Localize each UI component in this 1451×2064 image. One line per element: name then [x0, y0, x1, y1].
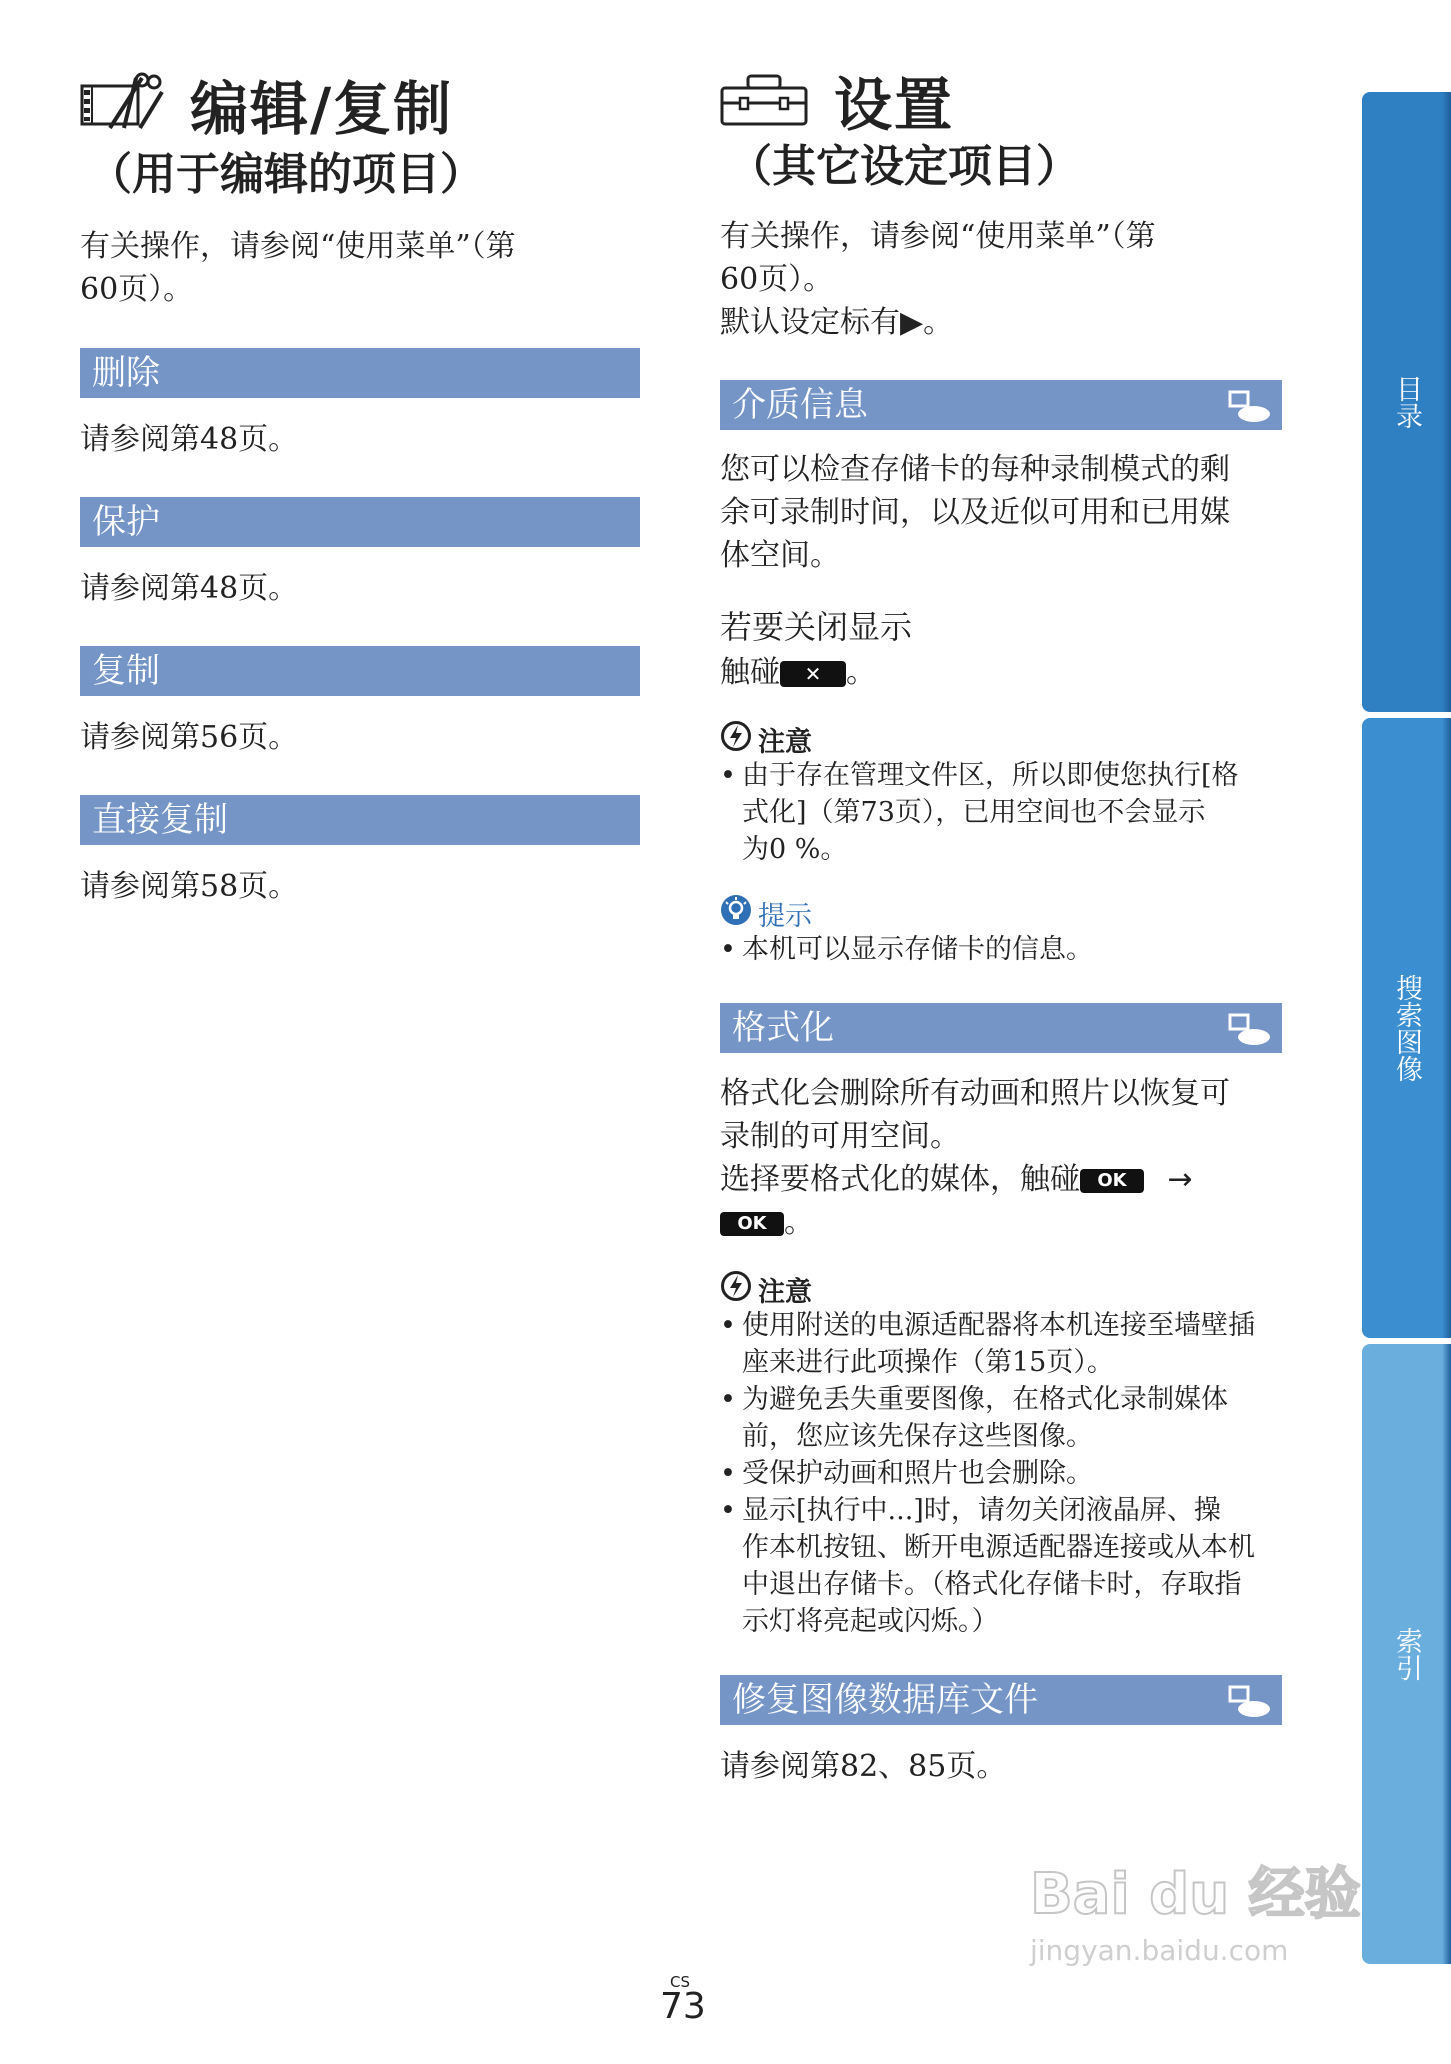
section-media-info[interactable] — [720, 380, 1282, 430]
list-item — [720, 757, 1280, 868]
text-line: 前，您应该先保存这些图像。 — [742, 1421, 1093, 1452]
section-delete[interactable]: 删除 — [80, 348, 640, 398]
text-line — [720, 1201, 1280, 1244]
memory-card-icon — [1228, 1011, 1272, 1061]
text: 选择要格式化的媒体，触碰 — [720, 1162, 1080, 1197]
section-text: 请参阅第56页。 — [80, 720, 299, 755]
intro-line: 有关操作，请参阅“使用菜单”（第 — [80, 229, 516, 264]
section-text: 请参阅第48页。 — [80, 571, 299, 606]
section-text: 请参阅第58页。 — [80, 869, 299, 904]
note-label: 注意 — [758, 1277, 812, 1308]
section-title: 格式化 — [732, 1008, 834, 1048]
text-line: 格式化会删除所有动画和照片以恢复可 — [720, 1076, 1230, 1111]
tab-label: 目录 — [1391, 375, 1422, 429]
watermark-url: jingyan.baidu.com — [1030, 1934, 1289, 1967]
tab-index[interactable] — [1362, 1344, 1451, 1964]
ok-button[interactable]: OK — [720, 1212, 784, 1236]
ok-button[interactable]: OK — [1080, 1169, 1144, 1193]
caution-icon — [720, 1270, 752, 1309]
tip-label: 提示 — [758, 901, 812, 932]
text-line: 示灯将亮起或闪烁。） — [742, 1606, 999, 1637]
list-item — [720, 1455, 1290, 1492]
text-line: 为0 %。 — [742, 834, 848, 865]
section-copy[interactable]: 复制 — [80, 646, 640, 696]
intro-line: 有关操作，请参阅“使用菜单”（第 — [720, 219, 1156, 254]
format-text — [720, 1072, 1280, 1244]
caution-icon — [720, 720, 752, 759]
text: 。 — [846, 655, 876, 690]
format-note-heading — [720, 1270, 812, 1309]
text-line: • 使用附送的电源适配器将本机连接至墙壁插 — [742, 1310, 1255, 1341]
note-label: 注意 — [758, 727, 812, 758]
page-number-value: 73 — [660, 1986, 706, 2027]
section-repair-database[interactable] — [720, 1675, 1282, 1725]
text-line: 作本机按钮、断开电源适配器连接或从本机 — [742, 1532, 1255, 1563]
page-subtitle: （用于编辑的项目） — [88, 149, 484, 200]
watermark-brand: Bai du 经验 — [1030, 1862, 1361, 1927]
intro-line: 60页）。 — [720, 262, 834, 297]
text-line: 中退出存储卡。（格式化存储卡时，存取指 — [742, 1569, 1242, 1600]
text-line: 录制的可用空间。 — [720, 1119, 960, 1154]
list-item — [720, 1381, 1290, 1455]
lightbulb-icon — [720, 894, 752, 933]
section-page-title: 设置 — [834, 71, 955, 139]
intro-line: 60页）。 — [80, 272, 194, 307]
intro-text — [720, 215, 1280, 344]
list-item — [720, 1492, 1290, 1640]
edit-copy-heading — [80, 62, 453, 146]
section-format[interactable] — [720, 1003, 1282, 1053]
repair-text: 请参阅第82、85页。 — [720, 1749, 1007, 1784]
text: 。 — [784, 1205, 814, 1240]
media-info-text — [720, 448, 1280, 577]
media-tip-list — [720, 931, 1280, 968]
format-note-list — [720, 1307, 1290, 1640]
text-line: 余可录制时间，以及近似可用和已用媒 — [720, 495, 1230, 530]
close-display-heading: 若要关闭显示 — [720, 608, 913, 646]
section-title: 介质信息 — [732, 385, 868, 425]
section-direct-copy[interactable]: 直接复制 — [80, 795, 640, 845]
tab-search-images[interactable] — [1362, 718, 1451, 1338]
text-line: 座来进行此项操作（第15页）。 — [742, 1347, 1114, 1378]
page-lang: CS — [670, 1973, 690, 1991]
intro-line: 默认设定标有▶。 — [720, 305, 954, 340]
arrow: → — [1167, 1162, 1193, 1197]
toolbox-icon — [720, 73, 808, 127]
section-protect[interactable]: 保护 — [80, 497, 640, 547]
close-button[interactable]: ✕ — [780, 661, 846, 687]
tab-label: 索引 — [1391, 1627, 1422, 1681]
touch-close-text — [720, 651, 876, 694]
section-page-subtitle: （其它设定项目） — [728, 141, 1080, 192]
text-line — [720, 1158, 1280, 1201]
section-text: 请参阅第48页。 — [80, 422, 299, 457]
list-item: • 本机可以显示存储卡的信息。 — [720, 931, 1280, 968]
film-scissors-icon — [80, 72, 164, 136]
text-line: 式化]（第73页），已用空间也不会显示 — [742, 797, 1206, 828]
page-number — [660, 1973, 706, 2027]
media-note-heading — [720, 720, 812, 759]
list-item — [720, 1307, 1290, 1381]
section-title: 修复图像数据库文件 — [732, 1680, 1038, 1720]
tab-contents[interactable] — [1362, 92, 1451, 712]
tab-label: 搜索图像 — [1391, 974, 1422, 1082]
text-line: • 由于存在管理文件区，所以即使您执行[格 — [742, 760, 1239, 791]
text-line: 体空间。 — [720, 538, 840, 573]
memory-card-icon — [1228, 388, 1272, 438]
media-tip-heading — [720, 894, 812, 933]
page-title: 编辑/复制 — [190, 75, 454, 143]
text-line: • 受保护动画和照片也会删除。 — [742, 1458, 1093, 1489]
text-line: 您可以检查存储卡的每种录制模式的剩 — [720, 452, 1230, 487]
memory-card-icon — [1228, 1683, 1272, 1733]
intro-text — [80, 225, 640, 311]
text-line: • 显示[执行中...]时，请勿关闭液晶屏、操 — [742, 1495, 1221, 1526]
baidu-watermark — [1030, 1850, 1370, 1990]
media-note-list — [720, 757, 1280, 868]
text-line: • 为避免丢失重要图像，在格式化录制媒体 — [742, 1384, 1228, 1415]
text: 触碰 — [720, 655, 780, 690]
